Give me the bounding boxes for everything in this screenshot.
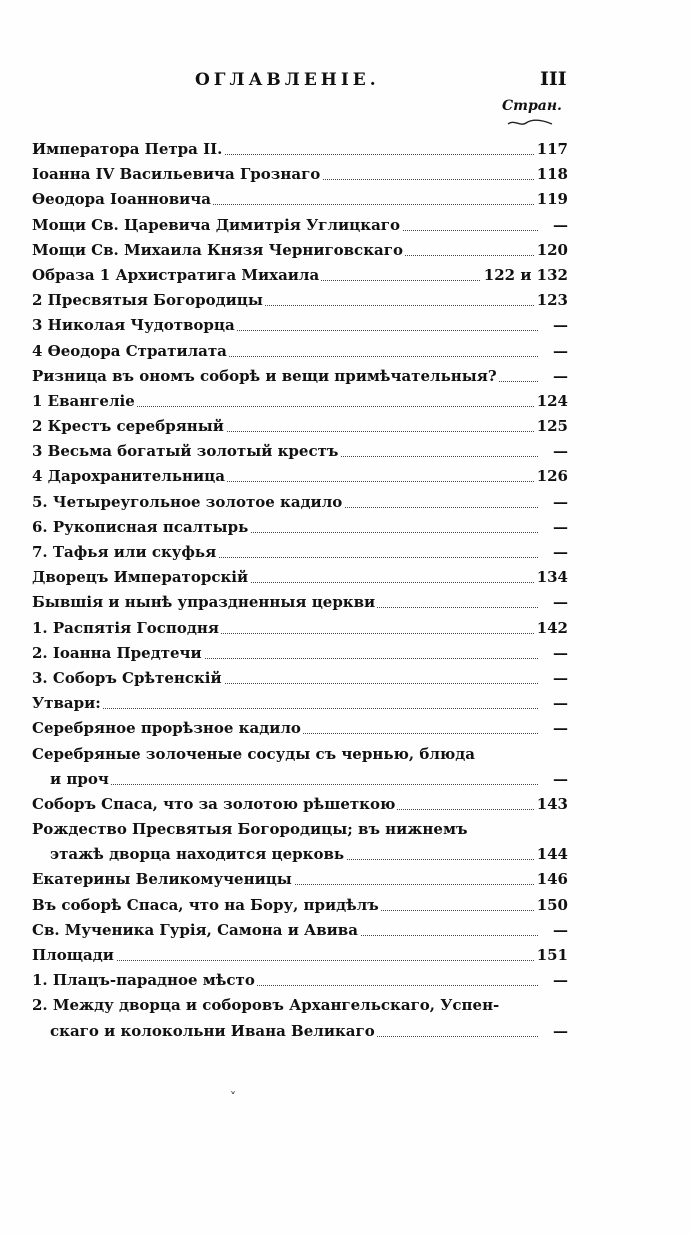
toc-entry xyxy=(32,313,568,338)
toc-entry-page: 117 xyxy=(534,137,568,162)
toc-entry-page: — xyxy=(539,767,568,792)
toc-entry xyxy=(32,515,568,540)
print-mark: ˅ xyxy=(230,1090,236,1104)
toc-entry-text: 2. Іоанна Предтечи xyxy=(32,641,204,666)
toc-entry xyxy=(32,439,568,464)
toc-entry-page: 118 xyxy=(534,162,568,187)
toc-entry xyxy=(32,364,568,389)
toc-entry-text: 4 Ѳеодора Стратилата xyxy=(32,339,229,364)
toc-entry-page: — xyxy=(539,313,568,338)
toc-entry xyxy=(32,616,568,641)
toc-entry xyxy=(32,993,568,1018)
toc-entry-page: — xyxy=(539,590,568,615)
toc-entry-page: — xyxy=(539,666,568,691)
dot-leader xyxy=(32,708,568,709)
toc-entry-text: Соборъ Спаса, что за золотою рѣшеткою xyxy=(32,792,397,817)
toc-entry-text: Св. Мученика Гурія, Самона и Авива xyxy=(32,918,360,943)
toc-entry-text: и проч xyxy=(32,767,111,792)
toc-entry xyxy=(32,918,568,943)
toc-entry-page: 120 xyxy=(534,238,568,263)
toc-entry xyxy=(32,867,568,892)
toc-entry-text: 4 Дарохранительница xyxy=(32,464,227,489)
toc-entry-text: Дворецъ Императорскій xyxy=(32,565,250,590)
toc-entry-page: — xyxy=(539,364,568,389)
toc-entry xyxy=(32,590,568,615)
toc-entry-page: — xyxy=(539,641,568,666)
toc-entry-page: 126 xyxy=(534,464,568,489)
toc-entry-text: Іоанна IV Васильевича Грознаго xyxy=(32,162,322,187)
toc-entry xyxy=(32,339,568,364)
dot-leader xyxy=(32,784,568,785)
toc-entry-page: — xyxy=(539,716,568,741)
toc-entry-page: — xyxy=(539,439,568,464)
toc-entry-text: 1 Евангеліе xyxy=(32,389,137,414)
toc-entry-page: 150 xyxy=(534,893,568,918)
toc-entry xyxy=(32,389,568,414)
toc-entry xyxy=(32,666,568,691)
toc-entry-text: Мощи Св. Царевича Димитрія Углицкаго xyxy=(32,213,402,238)
toc-entry xyxy=(32,213,568,238)
toc-entry-text: 3 Николая Чудотворца xyxy=(32,313,237,338)
toc-entry xyxy=(32,490,568,515)
toc-entry xyxy=(32,540,568,565)
toc-entry-text: Площади xyxy=(32,943,116,968)
toc-entry xyxy=(32,288,568,313)
toc-entry xyxy=(32,641,568,666)
toc-entry-page: 123 xyxy=(534,288,568,313)
toc-entry xyxy=(32,968,568,993)
toc-entry-page: — xyxy=(539,1019,568,1044)
toc-entry-text: скаго и колокольни Ивана Великаго xyxy=(32,1019,377,1044)
toc-entry-text: Серебряное прорѣзное кадило xyxy=(32,716,303,741)
toc-entry xyxy=(32,742,568,767)
toc-entry-text: 1. Распятія Господня xyxy=(32,616,221,641)
toc-entry-text: Мощи Св. Михаила Князя Черниговскаго xyxy=(32,238,405,263)
toc-entry-text: Образа 1 Архистратига Михаила xyxy=(32,263,321,288)
toc-entry-text: Утвари: xyxy=(32,691,103,716)
toc-entry xyxy=(32,767,568,792)
toc-entry-page: — xyxy=(539,691,568,716)
toc-entry xyxy=(32,691,568,716)
toc-entry-page: 144 xyxy=(534,842,568,867)
toc-entry-page: — xyxy=(539,540,568,565)
toc-entry-page: 134 xyxy=(534,565,568,590)
toc-entry-text: Въ соборѣ Спаса, что на Бору, придѣлъ xyxy=(32,893,381,918)
toc-entry-text: 6. Рукописная псалтырь xyxy=(32,515,250,540)
toc-entry xyxy=(32,817,568,842)
toc-entry-text: 3 Весьма богатый золотый крестъ xyxy=(32,439,340,464)
toc-entry-page: — xyxy=(539,515,568,540)
toc-entry-text: Серебряные золоченые сосуды съ чернью, блюда xyxy=(32,742,477,767)
toc-entry-text: 7. Тафья или скуфья xyxy=(32,540,218,565)
toc-entry xyxy=(32,414,568,439)
toc-entry-page: — xyxy=(539,918,568,943)
toc-entry-text: Ризница въ ономъ соборѣ и вещи примѣчательныя? xyxy=(32,364,499,389)
toc-entry xyxy=(32,162,568,187)
toc-entry-text: этажѣ дворца находится церковь xyxy=(32,842,346,867)
toc-entry-text: 2 Крестъ серебряный xyxy=(32,414,226,439)
toc-entry-page: — xyxy=(539,213,568,238)
toc-entry-text: Императора Петра II. xyxy=(32,137,224,162)
toc-entry-text: Екатерины Великомученицы xyxy=(32,867,294,892)
toc-entry xyxy=(32,716,568,741)
toc-entry-text: 3. Соборъ Срѣтенскій xyxy=(32,666,224,691)
toc-entry-text: 1. Плацъ-парадное мѣсто xyxy=(32,968,257,993)
toc-entry-page: 143 xyxy=(534,792,568,817)
toc-entry-text: 5. Четыреугольное золотое кадило xyxy=(32,490,344,515)
page-number: III xyxy=(540,68,567,90)
toc-entry-text: Рождество Пресвятыя Богородицы; въ нижнемъ xyxy=(32,817,470,842)
toc-entry-page: — xyxy=(539,339,568,364)
toc-entry-page: 124 xyxy=(534,389,568,414)
toc-entry-text: 2 Пресвятыя Богородицы xyxy=(32,288,265,313)
toc-entry xyxy=(32,943,568,968)
toc-entry-page: 119 xyxy=(534,187,568,212)
toc-entry xyxy=(32,792,568,817)
toc-entry xyxy=(32,842,568,867)
toc-entry-page: 125 xyxy=(534,414,568,439)
table-of-contents xyxy=(32,137,568,1044)
toc-entry-text: 2. Между дворца и соборовъ Архангельскаго, Успен- xyxy=(32,993,501,1018)
toc-entry-page: 122 и 132 xyxy=(481,263,568,288)
toc-entry-page: 142 xyxy=(534,616,568,641)
toc-entry xyxy=(32,565,568,590)
page-title: ОГЛАВЛЕНІЕ. xyxy=(195,70,380,90)
toc-entry xyxy=(32,187,568,212)
toc-entry xyxy=(32,137,568,162)
toc-entry-page: — xyxy=(539,490,568,515)
toc-entry-text: Ѳеодора Іоанновича xyxy=(32,187,213,212)
toc-entry-page: — xyxy=(539,968,568,993)
toc-entry xyxy=(32,464,568,489)
decorative-flourish xyxy=(506,118,554,128)
page-column-label: Стран. xyxy=(502,98,562,114)
toc-entry xyxy=(32,1019,568,1044)
toc-entry xyxy=(32,893,568,918)
toc-entry xyxy=(32,238,568,263)
toc-entry-text: Бывшія и нынѣ упраздненныя церкви xyxy=(32,590,377,615)
toc-entry-page: 151 xyxy=(534,943,568,968)
toc-entry-page: 146 xyxy=(534,867,568,892)
toc-entry xyxy=(32,263,568,288)
